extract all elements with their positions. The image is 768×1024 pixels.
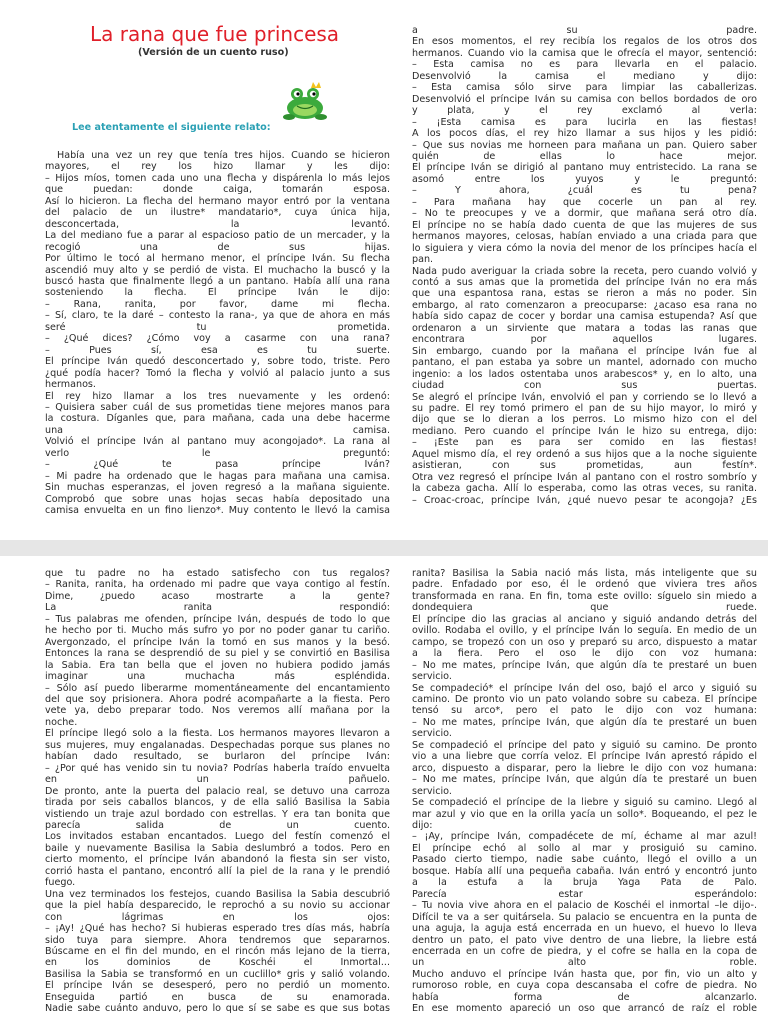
text-line: Comprobó que sobre unas hojas secas había depositado una bbox=[45, 493, 390, 505]
text-line: había forma de alcanzarlo. bbox=[412, 991, 757, 1003]
text-line: – No me mates, príncipe Iván, que algún día te prestaré un buen bbox=[412, 659, 757, 671]
text-line: – Sí, claro, te la daré – contesto la rana-, ya que de ahora en más bbox=[45, 310, 390, 322]
text-line: mediano. Pero cuando el príncipe Iván le hizo su entrega, dijo: bbox=[412, 425, 757, 437]
text-line: rumoroso roble, en cuya copa descansaba el cofre de piedra. No bbox=[412, 980, 757, 992]
text-line: tirada por seis caballos blancos, y de ella salió Basilisa la Sabia bbox=[45, 797, 390, 809]
text-line: servicio. bbox=[412, 728, 452, 740]
text-line: mayores, el rey los hizo llamar y les dijo: bbox=[45, 161, 390, 173]
text-line: Difícil te va a ser quitársela. Su palacio se encuentra en la punta de bbox=[412, 911, 757, 923]
text-line: – Tus palabras me ofenden, príncipe Iván, después de todo lo que bbox=[45, 613, 390, 625]
text-line: la costura. Díganles que, para mañana, cada una debe hacerme bbox=[45, 413, 390, 425]
text-line: hermanos. Cuando vio la camisa que le ofrecía el mayor, sentenció: bbox=[412, 47, 757, 59]
text-line: Se compadeció* el príncipe Iván del oso, bajó el arco y siguió su bbox=[412, 682, 757, 694]
text-line: recogió una de sus hijas. bbox=[45, 241, 390, 253]
text-line: arco, dispuesto a disparar, pero la liebre le dijo con voz humana: bbox=[412, 762, 757, 774]
text-line: una camisa. bbox=[45, 424, 390, 436]
text-line: del palacio de un ilustre* mandatario*, cuya única hija, bbox=[45, 207, 390, 219]
text-line: Había una vez un rey que tenía tres hijos. Cuando se hicieron bbox=[57, 150, 390, 161]
text-line: servicio. bbox=[412, 671, 452, 683]
story-subtitle: (Versión de un cuento ruso) bbox=[138, 47, 289, 58]
text-line: baile y nuevamente Basilisa la Sabia deslumbró a todos. Pero en bbox=[45, 842, 390, 854]
text-line: sido tuya para siempre. Ahora tendremos que separarnos. bbox=[45, 934, 390, 946]
text-line: en un pañuelo. bbox=[45, 774, 390, 786]
text-line: ascendió muy alto y se perdió de vista. El muchacho la buscó y la bbox=[45, 264, 390, 276]
text-line: En esos momentos, el rey recibía los regalos de los otros dos bbox=[412, 36, 757, 48]
text-line: – Y ahora, ¿cuál es tu pena? bbox=[412, 185, 757, 197]
text-line: – ¿Por qué has venido sin tu novia? Podrías haberla traído envuelta bbox=[45, 762, 390, 774]
text-line: – Quisiera saber cuál de sus prometidas tiene mejores manos para bbox=[45, 401, 390, 413]
text-line: Entonces la rana se desprendió de su piel y se convirtió en Basilisa bbox=[45, 648, 390, 660]
text-line: contó a sus amas que la prometida del príncipe Iván no era más bbox=[412, 276, 757, 288]
text-line: sus mujeres, muy engalanadas. Despechadas porque sus planes no bbox=[45, 739, 390, 751]
text-line: Enseguida partió en busca de su enamorada. bbox=[45, 991, 390, 1003]
text-line: un alto roble. bbox=[412, 957, 757, 969]
text-line: corrió hasta el pantano, encontró allí la piel de la rana y le prendió bbox=[45, 865, 390, 877]
text-line: Desenvolvió el príncipe Iván su camisa con bellos bordados de oro bbox=[412, 93, 757, 105]
text-line: – Sólo así puedo liberarme momentáneamente del encantamiento bbox=[45, 682, 390, 694]
text-line: – ¡Ay! ¿Qué has hecho? Si hubieras esperado tres días más, habría bbox=[45, 923, 390, 935]
text-line: a la estufa a la bruja Yaga Pata de Palo. bbox=[412, 877, 757, 889]
page-2-right-column bbox=[412, 568, 757, 1015]
text-line: mar azul y vio que en la orilla yacía un sollo*. Boqueando, el pez le bbox=[412, 808, 757, 820]
text-line: buscó hasta que finalmente llegó a un pantano. Había allí una rana bbox=[45, 275, 390, 287]
text-line: – No me mates, príncipe Iván, que algún día te prestaré un buen bbox=[412, 716, 757, 728]
text-line: Dime, ¿puedo acaso mostrarte a la gente? bbox=[45, 590, 390, 602]
text-line: verlo le preguntó: bbox=[45, 447, 390, 459]
text-line: una aguja, la aguja está encerrada en un huevo, el huevo lo lleva bbox=[412, 923, 757, 935]
intro-instruction: Lee atentamente el siguiente relato: bbox=[72, 122, 271, 133]
text-line: pantano, el pan estaba ya sobre un mantel, adornado con mucho bbox=[412, 357, 757, 369]
text-line: Avergonzado, el príncipe Iván la tomó en sus manos y la besó. bbox=[45, 636, 390, 648]
text-line: seré tu prometida. bbox=[45, 321, 390, 333]
text-line: La ranita respondió: bbox=[45, 602, 390, 614]
text-line: ingenio: a los lados ostentaba unos arabescos* y, en lo alto, una bbox=[412, 368, 757, 380]
text-line: quién de ellas lo hace mejor. bbox=[412, 150, 757, 162]
text-line: El príncipe Iván quedó desconcertado y, sobre todo, triste. Pero bbox=[45, 356, 390, 368]
text-line: y plata, y el rey exclamó al verla: bbox=[412, 105, 757, 117]
text-line: ciudad con sus puertas. bbox=[412, 380, 757, 392]
text-line: que la piel había desparecido, le reprochó a su novio su accionar bbox=[45, 900, 390, 912]
text-line: sosteniendo la flecha. El príncipe Iván le dijo: bbox=[45, 287, 390, 299]
text-line: ranita? Basilisa la Sabia nació más lista, más inteligente que su bbox=[412, 568, 757, 579]
text-line: que tu padre no ha estado satisfecho con tus regalos? bbox=[45, 568, 390, 579]
text-line: Nada pudo averiguar la criada sobre la receta, pero cuando volvió y bbox=[412, 265, 757, 277]
page-2-left-column bbox=[45, 568, 390, 1015]
text-line: – Mi padre ha ordenado que le hagas para mañana una camisa. bbox=[45, 470, 390, 482]
text-line: – Que sus novias me horneen para mañana un pan. Quiero saber bbox=[412, 139, 757, 151]
text-line: bosque. Había allí una pequeña cabaña. Iván entró y encontró junto bbox=[412, 865, 757, 877]
text-line: Parecía estar esperándolo: bbox=[412, 888, 757, 900]
text-line: – Croac-croac, príncipe Iván, ¿qué nuevo pesar te acongoja? ¿Es bbox=[412, 494, 757, 506]
text-line: Pasado cierto tiempo, nadie sabe cuánto, llegó el ovillo a un bbox=[412, 854, 757, 866]
text-line: Aquel mismo día, el rey ordenó a sus hijos que a la noche siguiente bbox=[412, 448, 757, 460]
text-line: con lágrimas en los ojos: bbox=[45, 911, 390, 923]
text-line: camisa envuelta en un fino lienzo*. Muy contento le llevó la camisa bbox=[45, 505, 390, 517]
text-line: fuego. bbox=[45, 877, 76, 889]
text-line: Se alegró el príncipe Iván, envolvió el pan y corriendo se lo llevó a bbox=[412, 391, 757, 403]
text-line: – Para mañana hay que cocerle un pan al rey. bbox=[412, 196, 757, 208]
text-line: Sin muchas esperanzas, el joven regresó a la mañana siguiente. bbox=[45, 482, 390, 494]
text-line: Se compadeció el príncipe del pato y siguió su camino. De pronto bbox=[412, 739, 757, 751]
page-separator bbox=[0, 540, 768, 556]
text-line: a su padre. bbox=[412, 25, 757, 36]
text-line: desconcertada, la levantó. bbox=[45, 218, 390, 230]
text-line: padre. Enfadado por eso, él le ordenó que viviera tres años bbox=[412, 579, 757, 591]
text-line: – Hijos míos, tomen cada uno una flecha y dispárenla lo más lejos bbox=[45, 172, 390, 184]
text-line: he hecho por ti. Mucho más sufro yo por no poder ganar tu cariño. bbox=[45, 625, 390, 637]
text-line: asistieran, con sus prometidas, aun festín*. bbox=[412, 460, 757, 472]
text-line: Otra vez regresó el príncipe Iván al pantano con el rostro sombrío y bbox=[412, 471, 757, 483]
text-line: servicio. bbox=[412, 785, 452, 797]
text-line: Volvió el príncipe Iván al pantano muy acongojado*. La rana al bbox=[45, 436, 390, 448]
story-title: La rana que fue princesa bbox=[90, 22, 340, 46]
text-line: En ese momento apareció un oso que arrancó de raíz el roble bbox=[412, 1003, 757, 1015]
text-line: Así lo hicieron. La flecha del hermano mayor entró por la ventana bbox=[45, 195, 390, 207]
text-line: encerrada en un cofre de piedra, y el cofre se halla en la copa de bbox=[412, 945, 757, 957]
text-line: encontrara por aquellos lugares. bbox=[412, 334, 757, 346]
text-line: Nadie sabe cuánto anduvo, pero lo que sí se sabe es que sus botas bbox=[45, 1003, 390, 1015]
text-line: tensó su arco*, pero el pato le dijo con voz humana: bbox=[412, 705, 757, 717]
page-2 bbox=[0, 556, 768, 1024]
text-line: del que soy prisionera. Ahora podré acompañarte a la fiesta. Pero bbox=[45, 693, 390, 705]
text-line: – ¿Qué dices? ¿Cómo voy a casarme con una rana? bbox=[45, 333, 390, 345]
text-line: la cabeza gacha. Allí lo esperaba, como las otras veces, su ranita. bbox=[412, 483, 757, 495]
text-line: El príncipe Iván se dirigió al pantano muy entristecido. La rana se bbox=[412, 162, 757, 174]
text-line: – ¡Esta camisa es para lucirla en las fiestas! bbox=[412, 116, 757, 128]
text-line: campo, se tropezó con un oso y preparó su arco, dispuesto a matar bbox=[412, 636, 757, 648]
text-line: vete ya, debo preparar todo. Nos veremos allí mañana por la bbox=[45, 705, 390, 717]
text-line: – No te preocupes y ve a dormir, que mañana será otro día. bbox=[412, 208, 757, 220]
text-line: en los dominios de Koschéi el Inmortal... bbox=[45, 957, 390, 969]
text-line: hermanos mayores, celosas, habían enviado a una criada para que bbox=[412, 231, 757, 243]
text-line: Se compadeció el príncipe de la liebre y siguió su camino. Llegó al bbox=[412, 797, 757, 809]
text-line: – ¡Este pan es para ser comido en las fiestas! bbox=[412, 437, 757, 449]
text-line: El príncipe no se había dado cuenta de que las mujeres de sus bbox=[412, 219, 757, 231]
text-line: – Tu novia vive ahora en el palacio de Koschéi el inmortal –le dijo-. bbox=[412, 900, 757, 912]
text-line: dijo: bbox=[412, 819, 433, 831]
text-line: – Rana, ranita, por favor, dame mi flecha. bbox=[45, 298, 390, 310]
text-line: vio a una liebre que corría veloz. El príncipe Iván aprestó rápido el bbox=[412, 751, 757, 763]
text-line: imaginar una muchacha más espléndida. bbox=[45, 671, 390, 683]
text-line: Mucho anduvo el príncipe Iván hasta que, por fin, vio un alto y bbox=[412, 968, 757, 980]
text-line: Búscame en el fin del mundo, en el rincón más lejano de la tierra, bbox=[45, 945, 390, 957]
text-line: Los invitados estaban encantados. Luego del festín comenzó el bbox=[45, 831, 390, 843]
text-line: transformada en rana. En fin, toma este ovillo: síguelo sin miedo a bbox=[412, 590, 757, 602]
text-line: – Pues sí, esa es tu suerte. bbox=[45, 344, 390, 356]
text-line: Desenvolvió la camisa el mediano y dijo: bbox=[412, 70, 757, 82]
text-line: asomó entre los yuyos y le preguntó: bbox=[412, 173, 757, 185]
text-line: Una vez terminados los festejos, cuando Basilisa la Sabia descubrió bbox=[45, 888, 390, 900]
text-line: dentro un pato, el pato vive dentro de una liebre, la liebre está bbox=[412, 934, 757, 946]
text-line: Basilisa la Sabia se transformó en un cuclillo* gris y salió volando. bbox=[45, 968, 390, 980]
text-line: – Esta camisa sólo sirve para limpiar las caballerizas. bbox=[412, 82, 757, 94]
text-line: la Sabia. Era tan bella que el joven no hubiera podido jamás bbox=[45, 659, 390, 671]
text-line: a la fiera. Pero el oso le dijo con voz humana: bbox=[412, 648, 757, 660]
page-1-left-column bbox=[45, 150, 390, 517]
text-line: noche. bbox=[45, 716, 78, 728]
text-line: cierto momento, el príncipe Iván abandonó la fiesta sin ser visto, bbox=[45, 854, 390, 866]
text-line: camino. De pronto vio un pato volando sobre su cabeza. El príncipe bbox=[412, 693, 757, 705]
text-line: – ¿Qué te pasa príncipe Iván? bbox=[45, 459, 390, 471]
frog-prince-icon bbox=[283, 80, 329, 122]
text-line: El príncipe llegó solo a la fiesta. Los hermanos mayores llevaron a bbox=[45, 728, 390, 740]
text-line: dondequiera que ruede. bbox=[412, 602, 757, 614]
text-line: que puedan: donde caiga, tomarán esposa. bbox=[45, 184, 390, 196]
text-line: ovillo. Rodaba el ovillo, y el príncipe Iván lo seguía. En medio de un bbox=[412, 625, 757, 637]
text-line: ¿qué podía hacer? Tomó la flecha y volvió al palacio junto a sus bbox=[45, 367, 390, 379]
text-line: A los pocos días, el rey hizo llamar a sus hijos y les pidió: bbox=[412, 128, 757, 140]
text-line: su padre. El rey tomó primero el pan de su hijo mayor, lo miró y bbox=[412, 402, 757, 414]
text-line: De pronto, ante la puerta del palacio real, se detuvo una carroza bbox=[45, 785, 390, 797]
text-line: – No me mates, príncipe Iván, que algún día te prestaré un buen bbox=[412, 774, 757, 786]
text-line: La del mediano fue a parar al espacioso patio de un mercader, y la bbox=[45, 230, 390, 242]
text-line: ordenaron a un sirviente que matara a todas las ranas que bbox=[412, 322, 757, 334]
text-line: El rey hizo llamar a los tres nuevamente y les ordenó: bbox=[45, 390, 390, 402]
text-line: vistiendo un traje azul bordado con estrellas. Y era tan bonita que bbox=[45, 808, 390, 820]
text-line: – Ranita, ranita, ha ordenado mi padre que vaya contigo al festín. bbox=[45, 579, 390, 591]
text-line: Por último le tocó al hermano menor, el príncipe Iván. Su flecha bbox=[45, 253, 390, 265]
text-line: El príncipe Iván se desesperó, pero no perdió un momento. bbox=[45, 980, 390, 992]
text-line: El príncipe dio las gracias al anciano y siguió andando detrás del bbox=[412, 613, 757, 625]
text-line: embargo, al rato comenzaron a preocuparse: ¿acaso esa rana no bbox=[412, 299, 757, 311]
text-line: – Esta camisa no es para llevarla en el palacio. bbox=[412, 59, 757, 71]
text-line: El príncipe echó al sollo al mar y prosiguió su camino. bbox=[412, 842, 757, 854]
text-line: había sido capaz de cocer y bordar una camisa estupenda? Así que bbox=[412, 311, 757, 323]
text-line: hermanos. bbox=[45, 379, 96, 391]
text-line: dijo que se lo dieran a los perros. Lo mismo hizo con el del bbox=[412, 414, 757, 426]
text-line: habían dado resultado, se burlaron del príncipe Iván: bbox=[45, 751, 390, 763]
page-1-right-column bbox=[412, 25, 757, 506]
text-line: parecía salida de un cuento. bbox=[45, 819, 390, 831]
text-line: – ¡Ay, príncipe Iván, compadécete de mí, échame al mar azul! bbox=[412, 831, 757, 843]
text-line: Sin embargo, cuando por la mañana el príncipe Iván fue al bbox=[412, 345, 757, 357]
text-line: que una espantosa rana, estas se rieron a más no poder. Sin bbox=[412, 288, 757, 300]
text-line: lo siguiera y viera cómo la novia del menor de los príncipes hacía el bbox=[412, 242, 757, 254]
text-line: pan. bbox=[412, 254, 434, 266]
